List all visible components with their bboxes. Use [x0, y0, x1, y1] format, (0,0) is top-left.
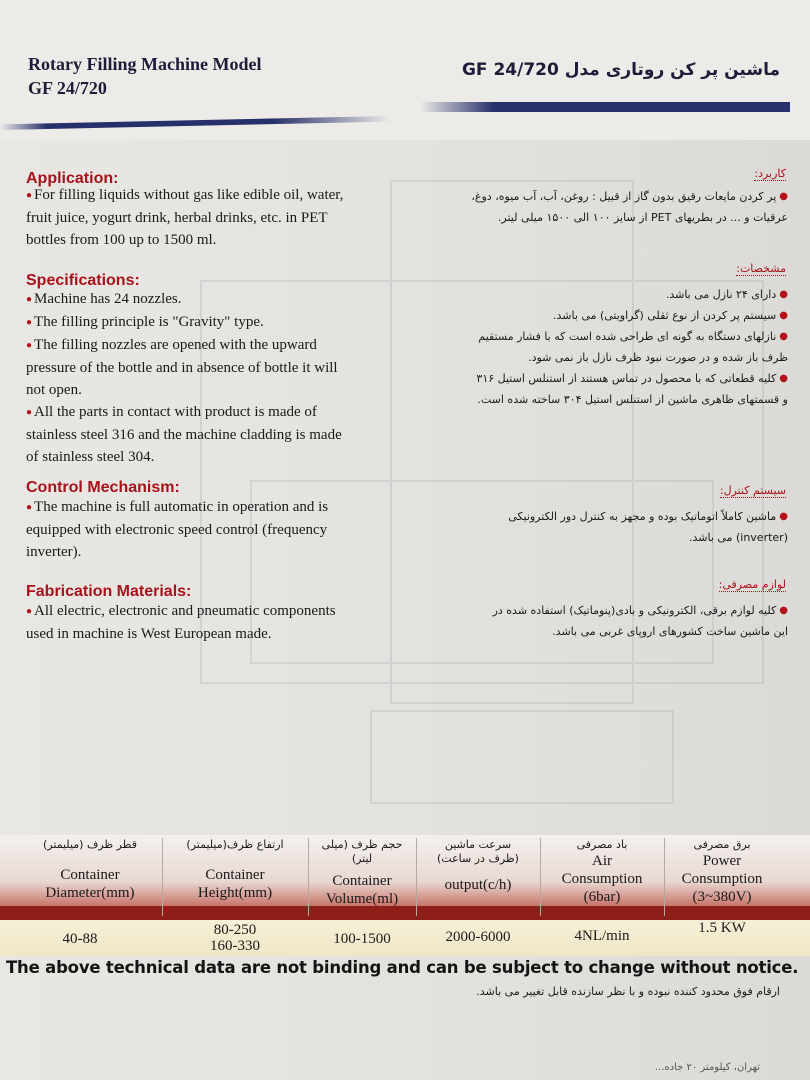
- table-separator: [540, 838, 541, 916]
- machine-photo-background: [160, 150, 780, 840]
- control-text: ● The machine is full automatic in operation and is equipped with electronic speed control (frequency inverter).: [26, 496, 376, 563]
- disclaimer-persian: ارقام فوق محدود کننده نبوده و با نظر سازنده قابل تغییر می باشد.: [476, 985, 780, 998]
- fa-fabrication-text: ● کلیه لوازم برقی، الکترونیکی و بادی(پنوماتیک) استفاده شده در این ماشین ساخت کشورهای اروپای غربی می باشد.: [418, 600, 788, 642]
- table-col-air: باد مصرفی Air Consumption (6bar): [561, 838, 643, 905]
- table-value-height: 80-250 160-330: [210, 922, 260, 954]
- fabrication-heading: Fabrication Materials:: [26, 583, 192, 600]
- footer-address-persian: تهران، کیلومتر ۲۰ جاده...: [654, 1062, 760, 1073]
- title-english: Rotary Filling Machine Model GF 24/720: [28, 54, 262, 98]
- disclaimer-english: The above technical data are not binding and can be subject to change without notice.: [6, 958, 799, 977]
- table-col-output: سرعت ماشین (ظرف در ساعت) output(c/h): [437, 838, 519, 893]
- fa-control-heading: سیستم کنترل:: [719, 484, 786, 497]
- fa-control-text: ● ماشین کاملاً اتوماتیک بوده و مجهز به کنترل دور الکترونیکی (inverter) می باشد.: [418, 506, 788, 548]
- specifications-list: ● Machine has 24 nozzles. ● The filling principle is "Gravity" type. ● The filling nozzles are opened with the upward pressure of the bottle and in absence of bottle it will not open. ● All the parts in contact with product is made of stainless steel 316 and the machine cladding is made of stainless steel 304.: [26, 288, 376, 468]
- table-col-height: ارتفاع ظرف(میلیمتر) Container Height(mm): [186, 838, 284, 901]
- table-separator: [162, 838, 163, 916]
- table-separator: [308, 838, 309, 916]
- table-value-volume: 100-1500: [333, 931, 391, 947]
- table-col-diameter: قطر ظرف (میلیمتر) Container Diameter(mm): [42, 838, 138, 901]
- table-col-volume: حجم ظرف (میلی لیتر) Container Volume(ml): [321, 838, 403, 907]
- specifications-heading: Specifications:: [26, 272, 140, 289]
- fa-specifications-heading: مشخصات:: [736, 262, 786, 275]
- header-rule-right: [420, 102, 790, 112]
- control-heading: Control Mechanism:: [26, 479, 180, 496]
- fa-fabrication-heading: لوازم مصرفی:: [718, 578, 786, 591]
- table-separator: [664, 838, 665, 916]
- fa-specifications-list: ● دارای ۲۴ نازل می باشد. ● سیستم پر کردن از نوع ثقلی (گراویتی) می باشد. ● نازلهای دستگاه به گونه ای طراحی شده است که با فشار مستقیم ظرف باز شده و در صورت نبود ظرف نازل باز نمی شود. ● کلیه قطعاتی که با محصول در تماس هستند از استنلس استیل ۳۱۶ و قسمتهای ظاهری ماشین از استنلس استیل ۳۰۴ ساخته شده است.: [418, 284, 788, 410]
- table-value-output: 2000-6000: [445, 929, 511, 945]
- table-value-diameter: 40-88: [62, 931, 98, 947]
- table-col-power: برق مصرفی Power Consumption (3~380V): [681, 838, 763, 905]
- title-persian: ماشین پر کن روتاری مدل GF 24/720: [461, 60, 780, 80]
- table-value-air: 4NL/min: [574, 928, 630, 944]
- fabrication-text: ● All electric, electronic and pneumatic components used in machine is West European made.: [26, 600, 376, 645]
- table-separator: [416, 838, 417, 916]
- fa-application-text: ● پر کردن مایعات رقیق بدون گاز از قبیل : روغن، آب، آب میوه، دوغ، عرقیات و ... در بطریهای PET از سایز ۱۰۰ الی ۱۵۰۰ میلی لیتر.: [418, 186, 788, 228]
- fa-application-heading: کاربرد:: [754, 167, 786, 180]
- table-value-power: 1.5 KW: [698, 920, 746, 936]
- application-heading: Application:: [26, 170, 119, 187]
- application-text: ● For filling liquids without gas like edible oil, water, fruit juice, yogurt drink, herbal drinks, etc. in PET bottles from 100 up to 1500 ml.: [26, 184, 376, 251]
